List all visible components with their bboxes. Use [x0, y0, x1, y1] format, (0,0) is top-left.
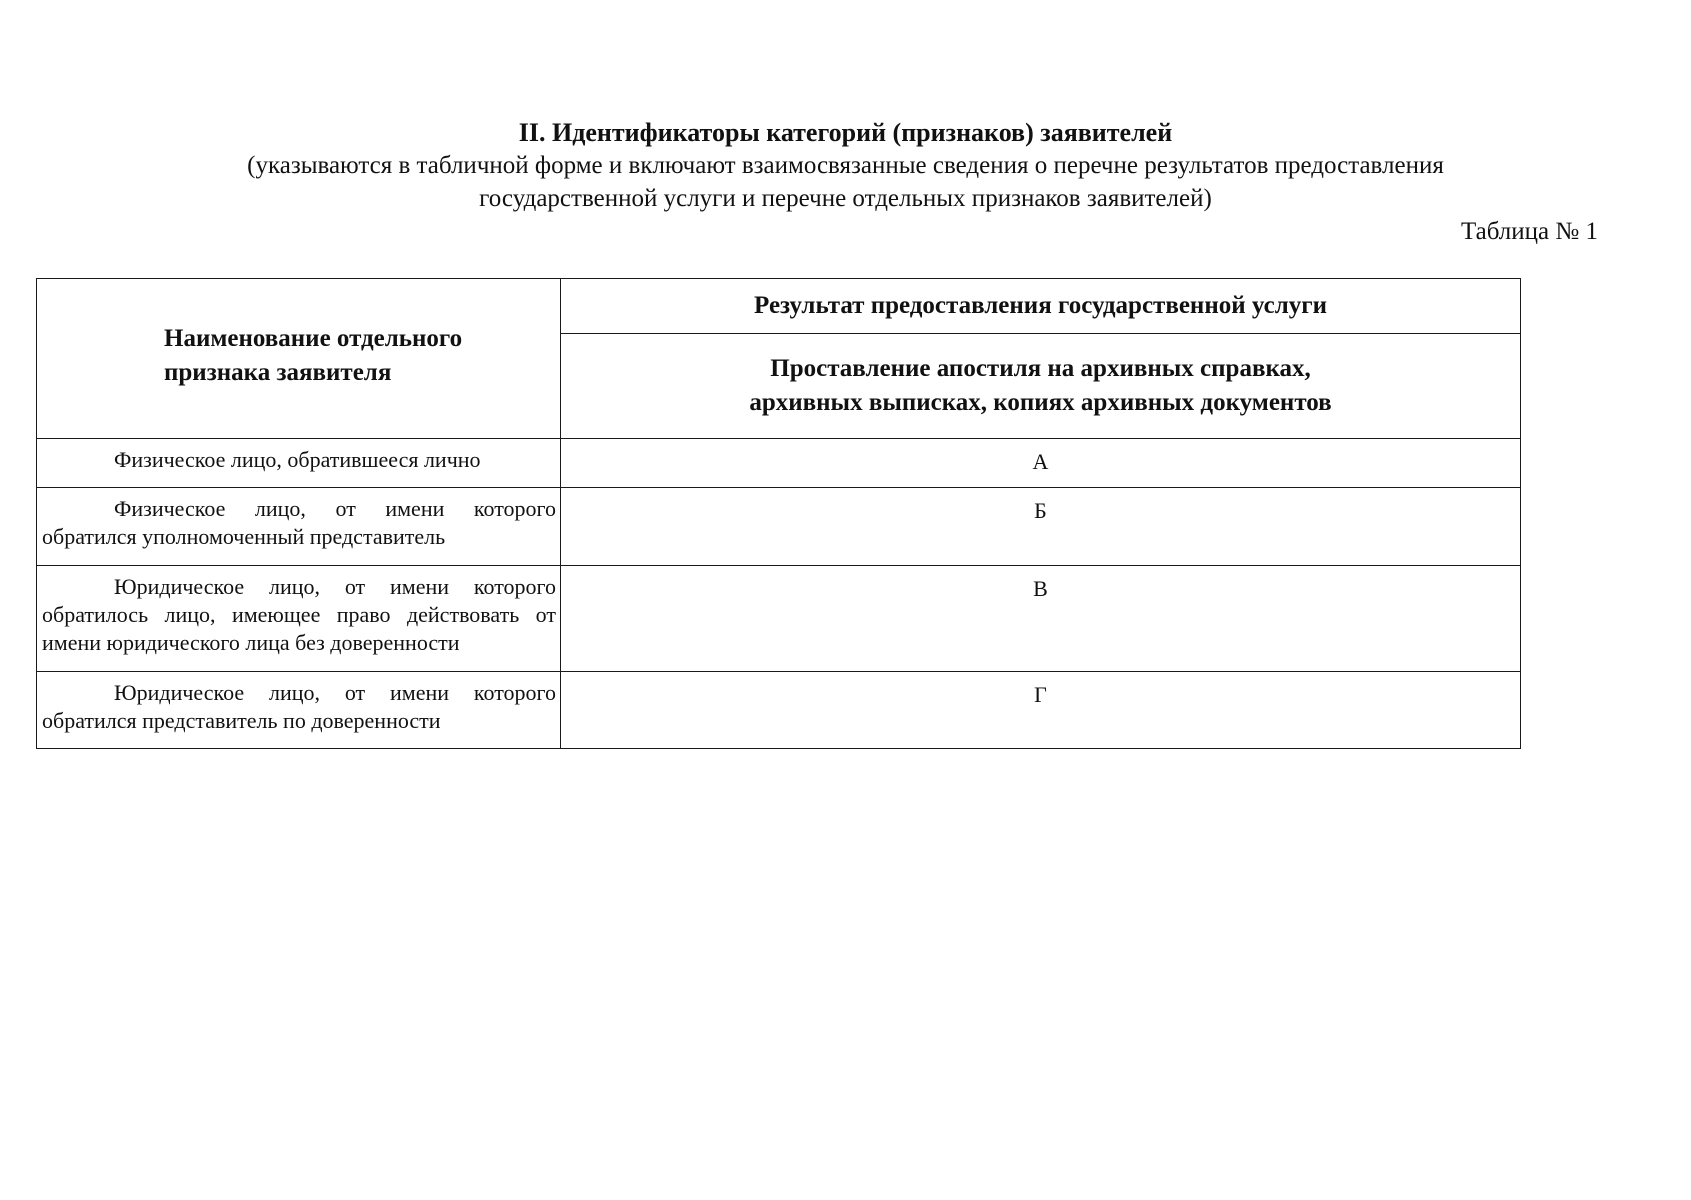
row-result-code: Б [561, 488, 1521, 566]
applicant-identifiers-table [36, 278, 1521, 749]
header-apostille-service-text: Проставление апостиля на архивных справках, архивных выписках, копиях архивных документов [749, 355, 1332, 416]
section-title: II. Идентификаторы категорий (признаков) заявителей [518, 118, 1173, 147]
row-result-code: В [561, 566, 1521, 672]
table-number: Таблица № 1 [1460, 218, 1598, 245]
row-applicant-feature: Физическое лицо, от имени которого обратился уполномоченный представитель [37, 488, 561, 566]
row-applicant-feature: Физическое лицо, обратившееся лично [37, 439, 561, 488]
table-header-row [37, 279, 1521, 334]
header-applicant-feature: Наименование отдельного признака заявителя [37, 279, 561, 439]
header-service-result: Результат предоставления государственной услуги [561, 279, 1521, 334]
section-subtitle-line-1: (указываются в табличной форме и включают взаимосвязанные сведения о перечне результатов предоставления [247, 152, 1444, 179]
table-row [37, 566, 1521, 672]
row-result-code: А [561, 439, 1521, 488]
section-subtitle-line-2: государственной услуги и перечне отдельных признаков заявителей) [479, 185, 1212, 212]
row-applicant-feature: Юридическое лицо, от имени которого обратился представитель по доверенности [37, 672, 561, 749]
header-apostille-service [561, 334, 1521, 439]
table-row [37, 672, 1521, 749]
table-row [37, 488, 1521, 566]
row-result-code: Г [561, 672, 1521, 749]
row-applicant-feature: Юридическое лицо, от имени которого обратилось лицо, имеющее право действовать от имени юридического лица без доверенности [37, 566, 561, 672]
table-row [37, 439, 1521, 488]
